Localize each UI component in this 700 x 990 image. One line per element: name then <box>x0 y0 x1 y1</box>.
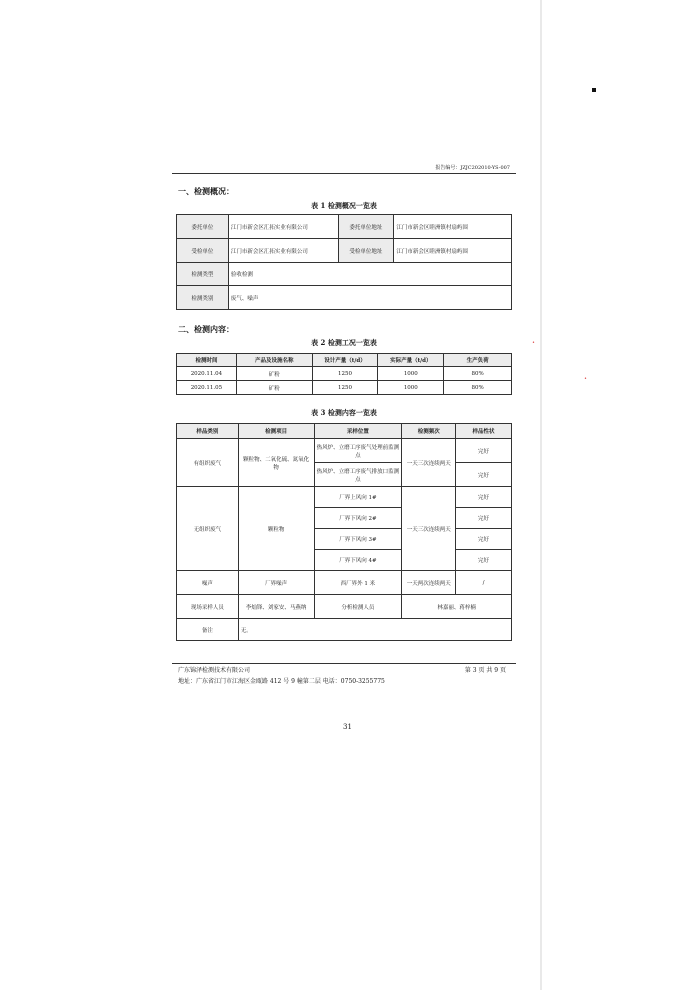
seal-fragment: • <box>532 340 535 346</box>
footer-rule <box>172 663 516 664</box>
table-row <box>177 286 512 310</box>
table2-caption: 表 2 检测工况一览表 <box>311 338 377 347</box>
header-rule <box>172 173 516 174</box>
column-header: 实际产量（t/d） <box>378 354 444 367</box>
column-header: 样品性状 <box>456 424 512 439</box>
table-cell: 1000 <box>378 367 444 381</box>
table-cell: 有组织废气 <box>177 439 239 487</box>
section-title-overview: 一、检测概况： <box>178 186 234 196</box>
table-cell: 备注 <box>177 619 239 641</box>
table-cell: 委托单位地址 <box>338 215 394 239</box>
table-cell: 现场采样人员 <box>177 595 239 619</box>
table-cell: 验收检测 <box>228 263 511 286</box>
table-row <box>177 215 512 239</box>
footer-company: 广东锦泽检测技术有限公司 <box>178 667 251 674</box>
table-row <box>177 487 512 508</box>
table-cell: 颗粒物、二氧化硫、氮氧化物 <box>238 439 314 487</box>
table-cell: 矿粉 <box>236 367 312 381</box>
footer-address: 地址：广东省江门市江海区金瓯路 412 号 9 幢第二层 电话：0750-3255775 <box>178 678 385 685</box>
table-cell: 完好 <box>456 463 512 487</box>
table-cell: 1000 <box>378 381 444 395</box>
table-cell: 2020.11.04 <box>177 367 237 381</box>
table-cell: 厂界上风向 1# <box>314 487 402 508</box>
table-cell: 分析检测人员 <box>314 595 402 619</box>
table-cell: 检测类型 <box>177 263 229 286</box>
page-number: 31 <box>343 723 352 731</box>
table-cell: 厂界下风向 3# <box>314 529 402 550</box>
column-header: 样品类别 <box>177 424 239 439</box>
section-title-content: 二、检测内容： <box>178 324 234 334</box>
table-cell: 厂界下风向 4# <box>314 550 402 571</box>
table1-caption: 表 1 检测概况一览表 <box>311 201 377 210</box>
table-cell: 矿粉 <box>236 381 312 395</box>
table-row <box>177 239 512 263</box>
column-header: 检测频次 <box>402 424 456 439</box>
column-header: 产品及设施名称 <box>236 354 312 367</box>
table-row <box>177 381 512 395</box>
table-cell: 江门市新会区睦洲镇村扇屿围 <box>394 239 512 263</box>
table-cell: 完好 <box>456 529 512 550</box>
table-cell: 颗粒物 <box>238 487 314 571</box>
table-cell: 受检单位 <box>177 239 229 263</box>
table-row <box>177 571 512 595</box>
table-row <box>177 263 512 286</box>
table-cell: 厂界噪声 <box>238 571 314 595</box>
table-row <box>177 367 512 381</box>
table-cell: 热风炉、立磨工序废气处理前监测点 <box>314 439 402 463</box>
content-table <box>176 423 512 641</box>
table-cell: / <box>456 571 512 595</box>
table-cell: 西厂界外 1 米 <box>314 571 402 595</box>
footer-page-info: 第 3 页 共 9 页 <box>464 667 506 674</box>
table-cell: 无组织废气 <box>177 487 239 571</box>
table-cell: 一天两次连续两天 <box>402 571 456 595</box>
table-cell: 完好 <box>456 439 512 463</box>
table-cell: 检测类别 <box>177 286 229 310</box>
table-cell: 完好 <box>456 487 512 508</box>
table-cell: 江门市新会区汇拓实业有限公司 <box>228 239 338 263</box>
table-cell: 噪声 <box>177 571 239 595</box>
table-cell: 江门市新会区汇拓实业有限公司 <box>228 215 338 239</box>
column-header: 检测时间 <box>177 354 237 367</box>
table-row <box>177 595 512 619</box>
table-row <box>177 619 512 641</box>
table-cell: 完好 <box>456 550 512 571</box>
table-cell: 厂界下风向 2# <box>314 508 402 529</box>
table-cell: 一天三次连续两天 <box>402 487 456 571</box>
table3-caption: 表 3 检测内容一览表 <box>311 408 377 417</box>
column-header: 采样位置 <box>314 424 402 439</box>
report-number: 报告编号：JZJC202010-YS-007 <box>435 165 510 171</box>
column-header: 设计产量（t/d） <box>312 354 378 367</box>
table-row <box>177 439 512 463</box>
table-cell: 受检单位地址 <box>338 239 394 263</box>
table-header-row <box>177 354 512 367</box>
seal-fragment: • <box>584 376 587 382</box>
overview-table <box>176 214 512 310</box>
table-cell: 完好 <box>456 508 512 529</box>
table-header-row <box>177 424 512 439</box>
table-cell: 江门市新会区睦洲镇村扇屿围 <box>394 215 512 239</box>
conditions-table <box>176 353 512 395</box>
table-cell: 一天三次连续两天 <box>402 439 456 487</box>
column-header: 检测项目 <box>238 424 314 439</box>
table-cell: 热风炉、立磨工序废气排放口监测点 <box>314 463 402 487</box>
table-cell: 2020.11.05 <box>177 381 237 395</box>
table-cell: 林嘉丽、蒋梓楠 <box>402 595 512 619</box>
table-cell: 委托单位 <box>177 215 229 239</box>
table-cell: 无。 <box>238 619 511 641</box>
table-cell: 1250 <box>312 381 378 395</box>
column-header: 生产负荷 <box>444 354 512 367</box>
table-cell: 废气、噪声 <box>228 286 511 310</box>
scan-edge <box>540 0 542 990</box>
scan-speck <box>592 88 596 92</box>
table-cell: 李灿锋、刘家安、马燕纳 <box>238 595 314 619</box>
table-cell: 1250 <box>312 367 378 381</box>
table-cell: 80% <box>444 367 512 381</box>
table-cell: 80% <box>444 381 512 395</box>
